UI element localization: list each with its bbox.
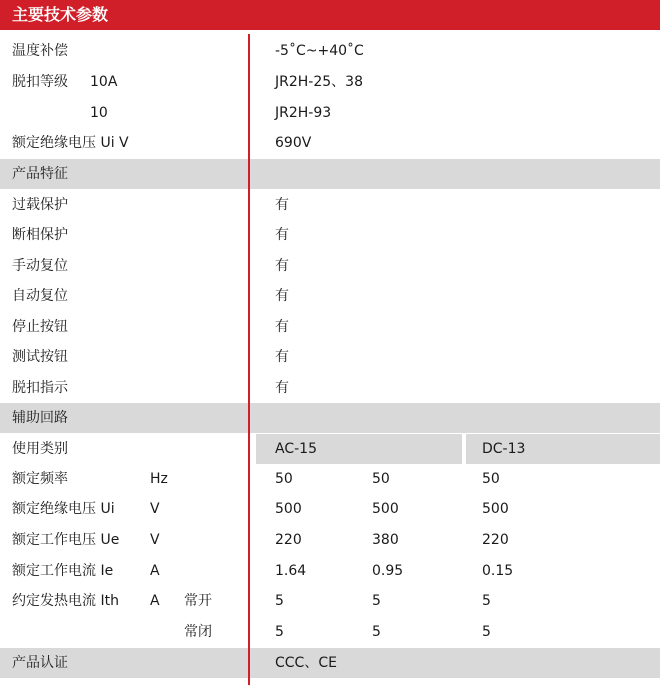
row-thermal-current-no (0, 586, 660, 616)
section-label: 辅助回路 (12, 410, 68, 426)
value-ac-2: 0.95 (372, 563, 404, 579)
row-value: JR2H-93 (275, 105, 332, 121)
row-unit: V (150, 501, 160, 517)
row-label: 测试按钮 (12, 349, 68, 365)
value-ac-2: 380 (372, 532, 399, 548)
row-note: 常闭 (184, 624, 212, 640)
row-note: 常开 (184, 593, 212, 609)
row-value: -5˚C~+40˚C (275, 43, 364, 59)
row-label: 额定绝缘电压 Ui V (12, 135, 129, 151)
row-trip-indicator (0, 373, 660, 403)
row-utilization-category (0, 434, 660, 464)
row-rated-frequency (0, 464, 660, 494)
row-rated-insulation-voltage (0, 128, 660, 158)
row-label: 产品认证 (12, 655, 68, 671)
section-product-features (0, 159, 660, 189)
value-ac-1: 50 (275, 471, 293, 487)
row-trip-class-10 (0, 98, 660, 128)
section-title: 主要技术参数 (0, 0, 660, 30)
row-manual-reset (0, 251, 660, 281)
row-unit: V (150, 532, 160, 548)
value-dc: 5 (482, 624, 491, 640)
row-label: 停止按钮 (12, 319, 68, 335)
row-product-certification (0, 648, 660, 678)
row-value: 有 (275, 380, 289, 396)
value-ac-1: 500 (275, 501, 302, 517)
value-dc: 220 (482, 532, 509, 548)
row-temperature-compensation (0, 36, 660, 66)
value-dc: 0.15 (482, 563, 514, 579)
row-label: 脱扣等级 (12, 74, 68, 90)
section-label: 产品特征 (12, 166, 68, 182)
row-label: 手动复位 (12, 258, 68, 274)
row-label: 过载保护 (12, 197, 68, 213)
row-value: 690V (275, 135, 312, 151)
row-trip-class-10a (0, 67, 660, 97)
row-label: 额定工作电压 Ue (12, 532, 120, 548)
value-dc: 50 (482, 471, 500, 487)
row-stop-button (0, 312, 660, 342)
value-ac-1: 5 (275, 624, 284, 640)
row-label: 额定工作电流 Ie (12, 563, 114, 579)
section-auxiliary-circuit (0, 403, 660, 433)
row-sublabel: 10 (90, 105, 108, 121)
row-label: 额定绝缘电压 Ui (12, 501, 115, 517)
row-value: 有 (275, 258, 289, 274)
row-rated-insulation-voltage-ui (0, 494, 660, 524)
row-unit: A (150, 593, 160, 609)
row-test-button (0, 342, 660, 372)
value-dc: 500 (482, 501, 509, 517)
row-rated-operating-voltage-ue (0, 525, 660, 555)
row-phase-loss-protection (0, 220, 660, 250)
row-label: 额定频率 (12, 471, 68, 487)
value-ac-1: 1.64 (275, 563, 307, 579)
dc-category: DC-13 (482, 441, 526, 457)
row-rated-operating-current-ie (0, 556, 660, 586)
row-label: 约定发热电流 Ith (12, 593, 119, 609)
row-overload-protection (0, 190, 660, 220)
row-sublabel: 10A (90, 74, 118, 90)
row-value: 有 (275, 319, 289, 335)
value-dc: 5 (482, 593, 491, 609)
row-value: CCC、CE (275, 655, 337, 671)
row-label: 脱扣指示 (12, 380, 68, 396)
row-thermal-current-nc (0, 617, 660, 647)
value-ac-2: 5 (372, 624, 381, 640)
value-ac-2: 500 (372, 501, 399, 517)
row-unit: A (150, 563, 160, 579)
value-ac-1: 220 (275, 532, 302, 548)
row-unit: Hz (150, 471, 168, 487)
row-label: 断相保护 (12, 227, 68, 243)
row-value: 有 (275, 349, 289, 365)
row-value: 有 (275, 227, 289, 243)
row-value: JR2H-25、38 (275, 74, 363, 90)
row-label: 温度补偿 (12, 43, 68, 59)
row-value: 有 (275, 288, 289, 304)
ac-category: AC-15 (275, 441, 317, 457)
row-value: 有 (275, 197, 289, 213)
value-ac-2: 50 (372, 471, 390, 487)
column-divider (248, 34, 250, 685)
row-auto-reset (0, 281, 660, 311)
row-label: 自动复位 (12, 288, 68, 304)
value-ac-2: 5 (372, 593, 381, 609)
row-label: 使用类别 (12, 441, 68, 457)
value-ac-1: 5 (275, 593, 284, 609)
